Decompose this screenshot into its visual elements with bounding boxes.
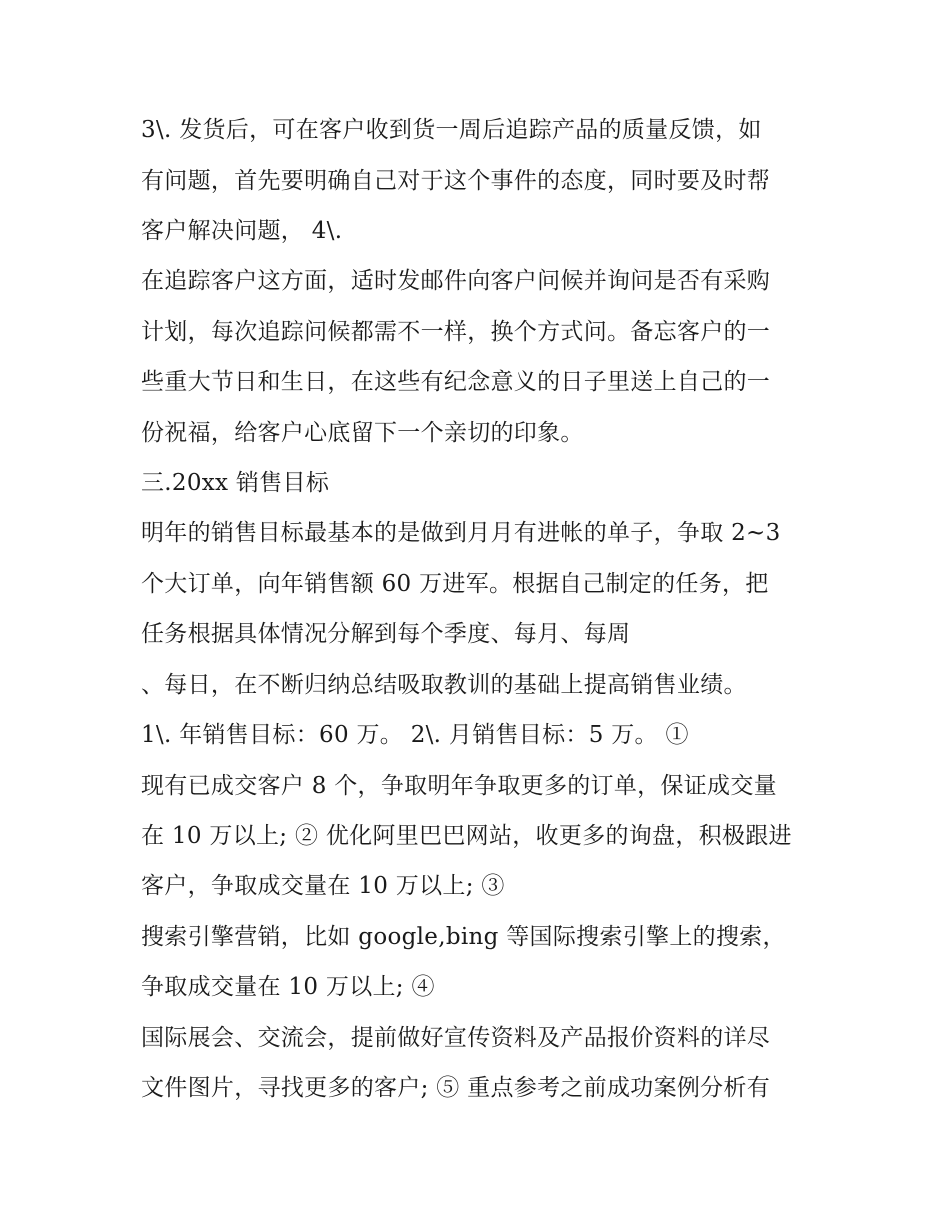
text-line: 客户，争取成交量在 10 万以上; ③ [141, 873, 505, 899]
text-line: 任务根据具体情况分解到每个季度、每月、每周 [141, 621, 631, 647]
text-line: 争取成交量在 10 万以上; ④ [141, 974, 435, 1000]
text-line: 国际展会、交流会，提前做好宣传资料及产品报价资料的详尽 [141, 1025, 771, 1051]
text-line: 计划，每次追踪问候都需不一样，换个方式问。备忘客户的一 [141, 319, 771, 345]
text-line: 文件图片，寻找更多的客户; ⑤ 重点参考之前成功案例分析有 [141, 1075, 771, 1101]
text-line: 些重大节日和生日，在这些有纪念意义的日子里送上自己的一 [141, 369, 771, 395]
text-line: 、每日，在不断归纳总结吸取教训的基础上提高销售业绩。 [141, 672, 747, 698]
text-line: 客户解决问题， 4\. [141, 218, 343, 244]
text-line: 有问题，首先要明确自己对于这个事件的态度，同时要及时帮 [141, 168, 771, 194]
text-line: 在追踪客户这方面，适时发邮件向客户问候并询问是否有采购 [141, 268, 771, 294]
text-line: 现有已成交客户 8 个，争取明年争取更多的订单，保证成交量 [141, 773, 777, 799]
text-line: 3\. 发货后，可在客户收到货一周后追踪产品的质量反馈，如 [141, 117, 762, 143]
section-heading: 三.20xx 销售目标 [141, 470, 330, 496]
text-line: 明年的销售目标最基本的是做到月月有进帐的单子，争取 2~3 [141, 520, 781, 546]
text-line: 个大订单，向年销售额 60 万进军。根据自己制定的任务，把 [141, 571, 769, 597]
text-line: 搜索引擎营销，比如 google,bing 等国际搜索引擎上的搜索， [141, 924, 786, 950]
text-line: 1\. 年销售目标：60 万。 2\. 月销售目标：5 万。 ① [141, 722, 689, 748]
text-line: 份祝福，给客户心底留下一个亲切的印象。 [141, 420, 584, 446]
text-line: 在 10 万以上; ② 优化阿里巴巴网站，收更多的询盘，积极跟进 [141, 823, 792, 849]
